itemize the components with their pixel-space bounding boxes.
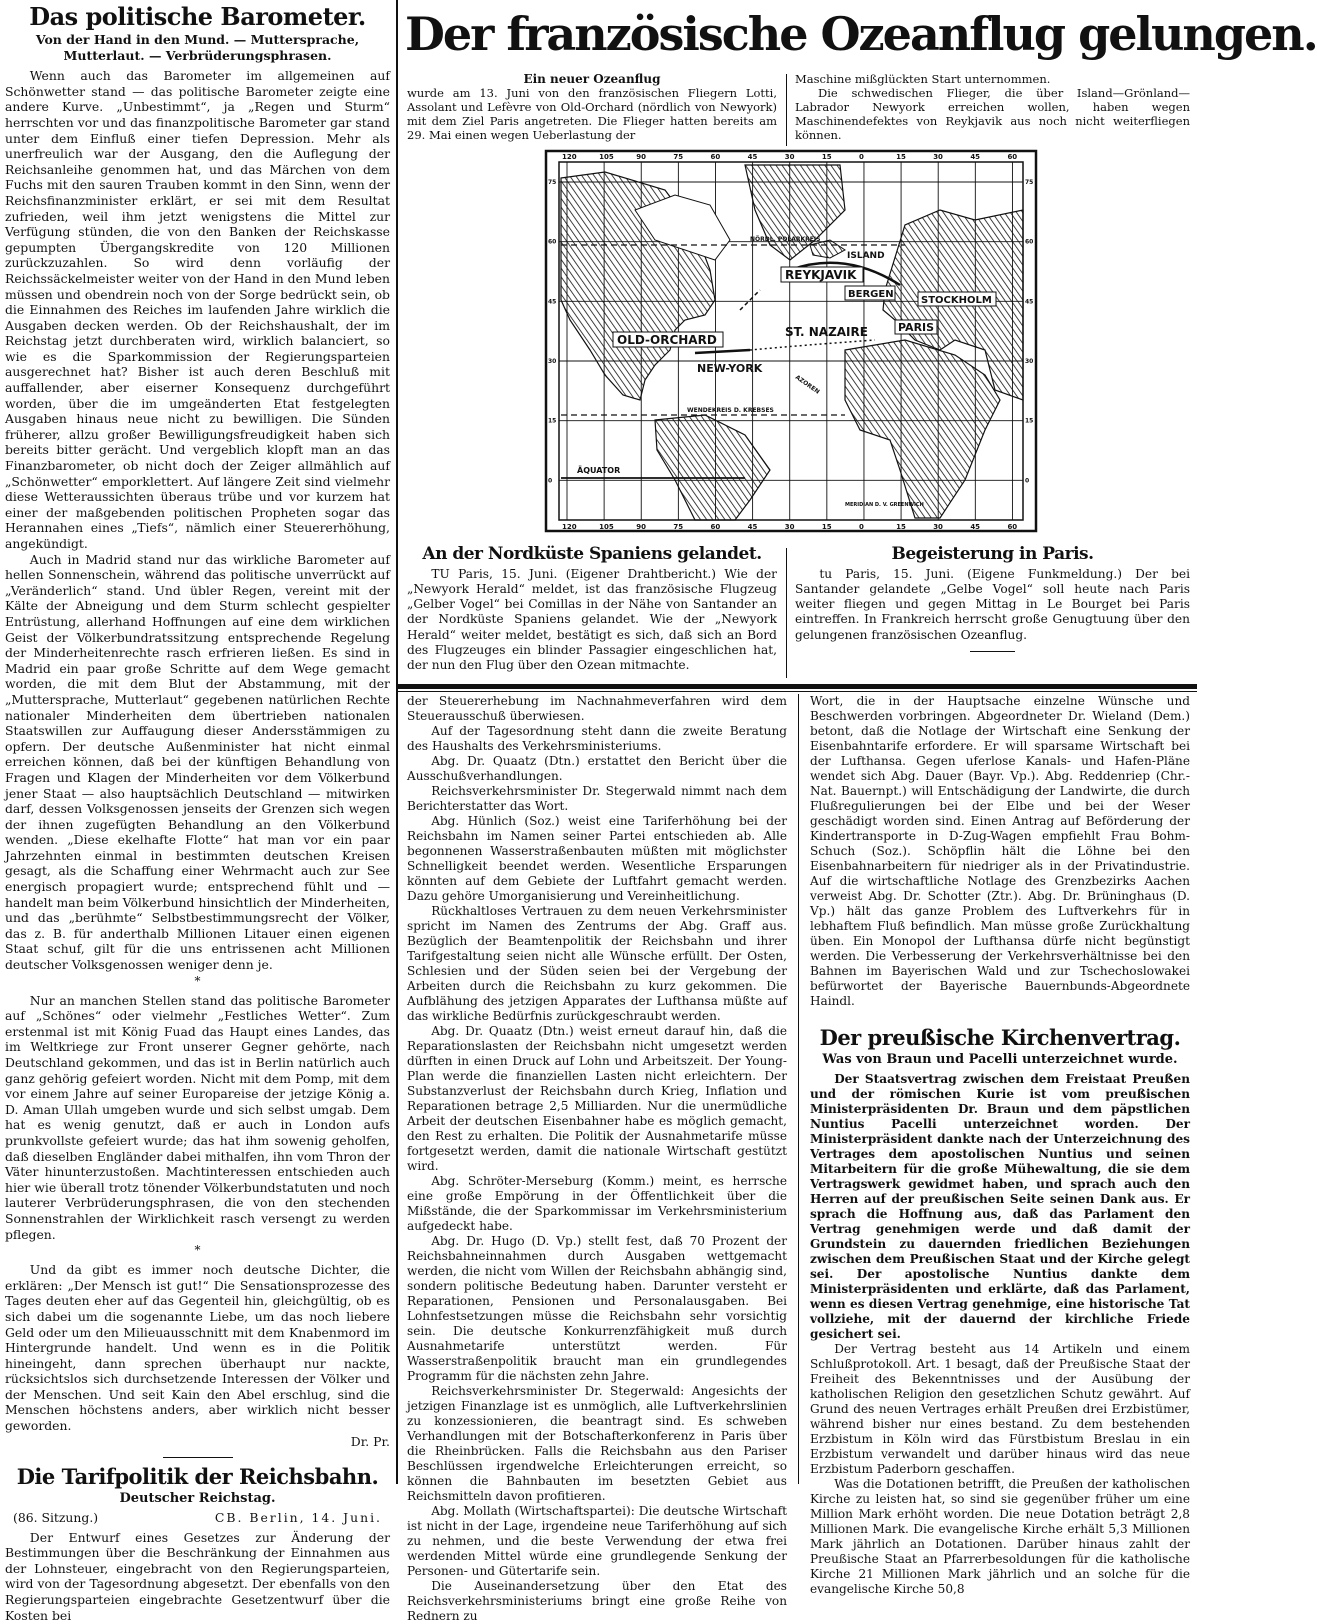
latitude-tick: 15 — [548, 417, 557, 425]
longitude-tick: 60 — [710, 523, 721, 531]
tarif-paragraph: Der Entwurf eines Gesetzes zur Änderung der Bestimmungen über die Beschränkung der Einnahmen aus der Lohnsteuer, eingebracht von den Regierungsparteien, wird von der Tagesordnung abgesetzt. Der ebenfalls von den Regierungsparteien eingebrachte Gesetzentwurf über die Kosten bei — [5, 1529, 390, 1623]
barometer-title: Das politische Barometer. — [29, 2, 366, 31]
longitude-tick: 30 — [933, 523, 943, 531]
label-st-nazaire: ST. NAZAIRE — [785, 325, 868, 339]
longitude-tick: 45 — [970, 523, 981, 531]
tarif-paragraph: Abg. Dr. Quaatz (Dtn.) erstattet den Bericht über die Ausschußverhandlungen. — [407, 754, 787, 783]
longitude-tick: 30 — [784, 523, 795, 531]
longitude-tick: 105 — [599, 153, 614, 161]
latitude-tick: 15 — [1025, 417, 1034, 425]
column-rule — [786, 74, 787, 146]
label-old-orchard: OLD-ORCHARD — [617, 333, 717, 347]
paris-title: Begeisterung in Paris. — [891, 544, 1094, 564]
barometer-paragraph: Nur an manchen Stellen stand das politische Barometer auf „Schönes“ oder vielmehr „Festliches Wetter“. Zum erstenmal ist mit König Fuad das Haupt eines Landes, das im Weltkriege zur Front unserer Gegner gehörte, nach Deutschland gekommen, und das ist in Berlin natürlich auch ganz gehörig gefeiert worden. Nicht mit dem Pomp, mit dem vor einem Jahre auf seiner Europareise der jetzige König a. D. Aman Ullah umgeben wurde und sich selbst umgab. Dem hat es wenig genutzt, daß er auch in London aufs prunkvollste gefeiert wurde; das hat ihm sowenig geholfen, daß dieselben Engländer dabei mithalfen, ihn vom Thron der Väter hinunterzustoßen. Machtinteressen entschieden auch hier wie überall trotz tönender Völkerbundstatuten und noch lauterer Verbrüderungsphrasen, die von den stechenden Sonnenstrahlen der Wirklichkeit rasch versengt zu werden pflegen. — [5, 992, 390, 1242]
spain-body: TU Paris, 15. Juni. (Eigener Drahtbericht.) Wie der „Newyork Herald“ meldet, ist das französische Flugzeug „Gelber Vogel“ bei Comillas in der Nähe von Santander an der Nordküste Spaniens gelandet. Wie der „Newyork Herald“ weiter meldet, bestätigt es sich, daß sich an Bord des Flugzeuges ein blinder Passagier eingeschlichen hat, der nun den Flug über den Ozean mitmachte. — [407, 566, 777, 673]
middle-column — [407, 694, 787, 1624]
session-number: (86. Sitzung.) — [13, 1509, 99, 1525]
ozeanflug-intro-right — [795, 72, 1190, 142]
longitude-tick: 0 — [858, 523, 864, 531]
dateline: CB. Berlin, 14. Juni. — [214, 1509, 382, 1525]
label-meridian: MERIDIAN D. V. GREENWICH — [845, 502, 924, 508]
longitude-tick: 15 — [896, 523, 906, 531]
longitude-tick: 15 — [896, 153, 906, 161]
tarif-paragraph: Abg. Dr. Quaatz (Dtn.) weist erneut darauf hin, daß die Reparationslasten der Reichsbahn nicht umgesetzt werden dürften in einen Druck auf Lohn und Arbeitszeit. Der Young-Plan werde die finanziellen Lasten nicht erleichtern. Der Substanzverlust der Reichsbahn durch Krieg, Inflation und Reparationen betrage 2,5 Milliarden. Nur die unermüdliche Arbeit der deutschen Eisenbahner habe es möglich gemacht, den Rest zu erhalten. Die Politik der Ausnahmetarife müsse fortgesetzt werden, damit die nationale Wirtschaft gestützt wird. — [407, 1024, 787, 1173]
tarif-paragraph: Wort, die in der Hauptsache einzelne Wünsche und Beschwerden vorbringen. Abgeordneter Dr. Wieland (Dem.) betont, daß die Notlage der Wirtschaft eine Senkung der Eisenbahntarife erfordere. Er will sparsame Wirtschaft bei der Lufthansa. Gegen uferlose Kanals- und Hafen-Pläne wendet sich Abg. Dauer (Bayr. Vp.). Abg. Reddenriep (Chr.-Nat. Bauernpt.) will Entschädigung der Landwirte, die durch Flußregulierungen bei der Elbe und bei der Weser geschädigt worden sind. Einen Antrag auf Beförderung der Kindertransporte in D-Zug-Wagen empfiehlt Frau Bohm-Schuch (Soz.). Schöpflin hält die Löhne bei den Eisenbahnarbeitern für niedriger als in der Privatindustrie. Auf die wirtschaftliche Notlage des Grenzbezirks Aachen verweist Abg. Dr. Schotter (Ztr.). Abg. Dr. Brüninghaus (D. Vp.) hält das ganze Problem des Luftverkehrs für in lebhaftem Fluß befindlich. Man müsse große Zurückhaltung üben. Ein Monopol der Lufthansa dürfe nicht begünstigt werden. Die Verbesserung der Verkehrsverhältnisse bei den Bahnen im Bayerischen Wald und zur Tschechoslowakei befürwortet der Bayerische Bauernbunds-Abgeordnete Haindl. — [810, 694, 1190, 1008]
kirche-subtitle: Was von Braun und Pacelli unterzeichnet wurde. — [822, 1052, 1178, 1068]
label-azoren: AZOREN — [793, 373, 821, 396]
latitude-tick: 0 — [1025, 477, 1030, 485]
latitude-tick: 45 — [548, 298, 557, 306]
barometer-paragraph: Und da gibt es immer noch deutsche Dichter, die erklären: „Der Mensch ist gut!“ Die Sensationsprozesse des Tages deuten eher auf das Gegenteil hin, gleichgültig, ob es sich dabei um die sogenannte Liebe, um das noch liebere Geld oder um den Milieuausschnitt mit dem Knabenmord im Hintergrunde handelt. Und wenn es in die Politik hineingeht, dann sprechen überhaupt nur nackte, rücksichtslos sich durchsetzende Interessen der Völker und der Menschen. Und seit Kain den Abel erschlug, sind die Menschen höchstens anders, aber wirklich nicht besser geworden. — [5, 1262, 390, 1434]
intro-paragraph: Maschine mißglückten Start unternommen. — [795, 72, 1051, 86]
longitude-tick: 90 — [636, 153, 646, 161]
latitude-tick: 75 — [1025, 179, 1034, 186]
longitude-tick: 30 — [933, 153, 943, 161]
barometer-paragraph: Wenn auch das Barometer im allgemeinen auf Schönwetter stand — das politische Barometer zeigte eine andere Kurve. „Unbestimmt“, ja „Regen und Sturm“ herrschten vor und das finanzpolitische Barometer gar stand unter dem Einfluß einer tiefen Depression. Mehr als unerfreulich war der Ausgang, den die Auflegung der Reichsanleihe genommen hat, und das Märchen von dem Fuchs mit den sauren Trauben kommt in den Sinn, wenn der Reichsfinanzminister erklärt, er sei mit dem Resultat zufrieden, weil ihm jetzt wenigstens die Mittel zur Verfügung stünden, die von den Banken der Reichskasse gepumpten Übergangskredite von 120 Millionen zurückzuzahlen. So wird denn vorläufig der Reichssäckelmeister weiter von der Hand in den Mund leben müssen und obendrein noch von der Sorge bedrückt sein, ob die Einnahmen des Reiches im laufenden Jahre wirklich die Ausgaben decken werden. Ob der Reichshaushalt, der im Reichstag jetzt durchberaten wird, wirklich balanciert, so wie es die Sparkommission der Regierungsparteien ausgerechnet hat? Bisher ist auch deren Beschluß mit auffallender, aber eiserner Konsequenz durchgeführt worden, über die im umgeänderten Etat festgelegten Ausgaben hinaus neue nicht zu bewilligen. Die Sünden früherer, allzu großer Bewilligungsfreudigkeit haben sich bereits bitter gerächt. Und vergeblich klopft man an das Finanzbarometer, ob nicht doch der Zeiger allmählich auf „Schönwetter“ emporklettert. Auf längere Zeit sind vielmehr diese Wetteraussichten überaus trübe und vor kurzem hat einer der maßgebenden politischen Propheten sogar das Herannahen eines „Tiefs“, nämlich einer Steuererhöhung, angekündigt. — [5, 68, 390, 551]
longitude-tick: 60 — [710, 153, 721, 161]
paris-article — [795, 546, 1190, 660]
label-island: ISLAND — [847, 251, 885, 261]
latitude-tick: 0 — [548, 477, 553, 485]
barometer-paragraph: Auch in Madrid stand nur das wirkliche Barometer auf hellen Sonnenschein, während das politische unverrückt auf „Veränderlich“ stand. Und übler Regen, vereint mit der Kälte der Abneigung und dem Sturm schlecht gespielter Entrüstung, allerhand Hoffnungen auf eine dem wirklichen Geist der Völkerbundratssitzung entsprechende Regelung der Minderheitenrechte rasch erfrieren ließen. Es sind in Madrid ein paar große Schritte auf dem Wege gemacht worden, die mit dem Blut der Abstammung, mit der „Muttersprache, Mutterlaut“ gegebenen natürlichen Rechte nationaler Minderheiten dem übertrieben nationalen Staatswillen zur Auffaugung dieser Andersstämmigen zu opfern. Der deutsche Außenminister hat nicht einmal erreichen können, daß bei der künftigen Behandlung von Fragen und Klagen der Minderheiten vor dem Völkerbund jener Staat — also hauptsächlich Deutschland — mitwirken darf, dessen Volksgenossen jenseits der Grenzen sich wegen der ihnen zugefügten Behandlung an den Völkerbund wenden. „Diese ekelhafte Flotte“ hat man vor ein paar Jahrzehnten einmal in bestimmten deutschen Kreisen gesagt, als die Schaffung einer Wehrmacht auch zur See energisch propagiert wurde; entsprechend fühlt und — handelt man beim Völkerbund hinsichtlich der Minderheiten, und das „berühmte“ Selbstbestimmungsrecht der Völker, das z. B. für anderthalb Millionen Litauer einen eigenen Staat schuf, gilt für die uns entrissenen acht Millionen deutscher Volksgenossen weniger denn je. — [5, 551, 390, 973]
kirche-paragraph: Der Staatsvertrag zwischen dem Freistaat Preußen und der römischen Kurie ist vom preußischen Ministerpräsidenten Dr. Braun und dem päpstlichen Nuntius Pacelli unterzeichnet worden. Der Ministerpräsident dankte nach der Unterzeichnung des Vertrages dem apostolischen Nuntius und seinen Mitarbeitern für die große Mühewaltung, die sie dem Vertragswerk gewidmet haben, und sprach auch den Herren auf der preußischen Seite seinen Dank aus. Er sprach die Hoffnung aus, daß das Parlament den Vertrag genehmigen werde und daß damit der Grundstein zu dauernden friedlichen Beziehungen zwischen dem Preußischen Staat und der Kirche gelegt sei. Der apostolische Nuntius dankte dem Ministerpräsidenten und erklärte, daß das Parlament, wenn es diesen Vertrag genehmige, eine historische Tat vollziehe, mit der dauernd der kirchliche Friede gesichert sei. — [810, 1072, 1190, 1342]
column-rule — [396, 0, 398, 1484]
longitude-tick: 15 — [821, 523, 832, 531]
spain-article — [407, 546, 777, 673]
tarif-paragraph: Abg. Dr. Hugo (D. Vp.) stellt fest, daß 70 Prozent der Reichsbahneinnahmen durch Ausgaben wettgemacht werden, die nicht vom Willen der Reichsbahn abhängig sind, sondern politische Bedeutung haben. Darunter versteht er Reparationen, Pensionen und Personalausgaben. Bei Lohnfestsetzungen müsse die Reichsbahn sehr vorsichtig sein. Die deutsche Konkurrenzfähigkeit muß durch Ausnahmetarife unterstützt werden. Für Wasserstraßenpolitik braucht man ein grundlegendes Programm für die nächsten zehn Jahre. — [407, 1234, 787, 1383]
left-column — [5, 4, 390, 1623]
section-separator: * — [194, 973, 201, 988]
longitude-tick: 0 — [858, 153, 864, 161]
longitude-tick: 105 — [599, 523, 614, 531]
latitude-tick: 60 — [548, 238, 557, 246]
tarif-paragraph: Reichsverkehrsminister Dr. Stegerwald nimmt nach dem Berichterstatter das Wort. — [407, 784, 787, 813]
longitude-tick: 45 — [747, 153, 758, 161]
label-paris: PARIS — [898, 321, 935, 334]
intro-paragraph: wurde am 13. Juni von den französischen Fliegern Lotti, Assolant und Lefèvre von Old-Orchard (nördlich von Newyork) mit dem Ziel Paris angetreten. Die Flieger hatten bereits am 29. Mai einen wegen Ueberlastung der — [407, 86, 777, 142]
latitude-tick: 30 — [1025, 358, 1034, 365]
latitude-tick: 45 — [1025, 298, 1034, 306]
longitude-tick: 75 — [673, 153, 684, 161]
tarif-subtitle: Deutscher Reichstag. — [119, 1490, 276, 1506]
tarif-paragraph: Die Auseinandersetzung über den Etat des Reichsverkehrsministeriums bringt eine große Reihe von Rednern zu — [407, 1579, 787, 1623]
atlantic-route-map — [545, 150, 1037, 532]
longitude-tick: 90 — [636, 523, 646, 531]
label-aequator: ÄQUATOR — [577, 466, 621, 475]
longitude-tick: 30 — [784, 153, 795, 161]
tarif-title: Die Tarifpolitik der Reichsbahn. — [16, 1463, 379, 1489]
tarif-paragraph: Rückhaltloses Vertrauen zu dem neuen Verkehrsminister spricht im Namen des Zentrums der Abg. Graff aus. Bezüglich der Beamtenpolitik der Reichsbahn und ihrer Tarifgestaltung seien nicht alle Wünsche erfüllt. Der Osten, Schlesien und der Süden seien bei der Vergebung der Arbeiten durch die Reichsbahn zu kurz gekommen. Die Aufblähung des jetzigen Apparates der Lufthansa müßte auf das wirkliche Bedürfnis zurückgeschraubt werden. — [407, 904, 787, 1023]
latitude-tick: 75 — [548, 179, 557, 186]
longitude-tick: 120 — [562, 523, 577, 531]
tarif-paragraph: Abg. Hünlich (Soz.) weist eine Tariferhöhung bei der Reichsbahn im Namen seiner Partei entschieden ab. Alle begonnenen Wasserstraßenbauten müßten mit möglichster Schnelligkeit beendet werden. Wesentliche Ersparungen könnten auf dem Gebiete der Luftfahrt gemacht werden. Dazu gehöre Umorganisierung und Vereinheitlichung. — [407, 814, 787, 903]
intro-heading: Ein neuer Ozeanflug — [523, 72, 661, 86]
author-signature: Dr. Pr. — [350, 1433, 390, 1449]
kirche-title: Der preußische Kirchenvertrag. — [819, 1025, 1181, 1050]
longitude-tick: 60 — [1007, 153, 1018, 161]
column-rule — [798, 694, 799, 1484]
tarif-paragraph: Abg. Mollath (Wirtschaftspartei): Die deutsche Wirtschaft ist nicht in der Lage, irgendeine neue Tariferhöhung auf sich zu nehmen, und die beste Verwendung der etwa frei werdenden Mittel würde eine grundlegende Senkung der Personen- und Gütertarife sein. — [407, 1504, 787, 1578]
latitude-tick: 60 — [1025, 238, 1034, 246]
tarif-paragraph: der Steuererhebung im Nachnahmeverfahren wird dem Steuerausschuß überwiesen. — [407, 694, 787, 723]
spain-title: An der Nordküste Spaniens gelandet. — [422, 544, 762, 564]
kirche-paragraph: Was die Dotationen betrifft, die Preußen der katholischen Kirche zu leisten hat, so sind sie gegenüber früher um eine Million Mark erhöht worden. Die neue Dotation beträgt 2,8 Millionen Mark. Die evangelische Kirche erhält 5,3 Millionen Mark jährlich an Dotationen. Darüber hinaus zahlt der Preußische Staat an Pfarrerbesoldungen für die katholische Kirche 21 Millionen Mark jährlich und an solche für die evangelische Kirche 50,8 — [810, 1477, 1190, 1597]
longitude-tick: 45 — [970, 153, 981, 161]
section-separator: * — [194, 1243, 201, 1258]
label-stockholm: STOCKHOLM — [921, 295, 992, 306]
longitude-tick: 15 — [821, 153, 832, 161]
right-column — [810, 694, 1190, 1597]
divider — [970, 651, 1015, 652]
latitude-tick: 30 — [548, 358, 557, 365]
intro-paragraph: Die schwedischen Flieger, die über Island—Grönland—Labrador Newyork erreichen wollen, haben wegen Maschinendefektes von Reykjavik aus noch nicht weiterfliegen können. — [795, 86, 1190, 142]
label-wendekreis: WENDEKREIS D. KREBSES — [687, 407, 774, 414]
thin-rule — [397, 691, 1197, 692]
heavy-rule — [397, 684, 1197, 689]
label-bergen: BERGEN — [848, 289, 894, 300]
paris-body: tu Paris, 15. Juni. (Eigene Funkmeldung.) Der bei Santander gelandete „Gelbe Vogel“ soll heute nach Paris weiter fliegen und gegen Mittag in Le Bourget bei Paris eintreffen. In Frankreich herrscht große Genugtuung über den gelungenen französischen Ozeanflug. — [795, 566, 1190, 642]
tarif-dateline-row — [5, 1510, 390, 1526]
barometer-subtitle: Von der Hand in den Mund. — Muttersprache, Mutterlaut. — Verbrüderungsphrasen. — [35, 32, 360, 64]
label-new-york: NEW-YORK — [697, 362, 763, 375]
longitude-tick: 120 — [562, 153, 577, 161]
column-rule — [786, 548, 787, 678]
ozeanflug-headline: Der französische Ozeanflug gelungen. — [405, 7, 1317, 61]
tarif-paragraph: Auf der Tagesordnung steht dann die zweite Beratung des Haushalts des Verkehrsministeriums. — [407, 724, 787, 753]
tarif-paragraph: Abg. Schröter-Merseburg (Komm.) meint, es herrsche eine große Empörung in der Öffentlichkeit über die Mißstände, die der Sparkommissar im Verkehrsministerium aufgedeckt habe. — [407, 1174, 787, 1233]
kirche-paragraph: Der Vertrag besteht aus 14 Artikeln und einem Schlußprotokoll. Art. 1 besagt, daß der Preußische Staat der Freiheit des Bekenntnisses und der Ausübung der katholischen Religion den gesetzlichen Schutz gewährt. Auf Grund des neuen Vertrages erhält Preußen drei Erzbistümer, während bisher nur eines bestand. Zu dem bestehenden Erzbistum in Köln wird das Fürstbistum Breslau in ein Erzbistum verwandelt und darüber hinaus wird das neue Erzbistum Paderborn geschaffen. — [810, 1342, 1190, 1477]
label-reykjavik: REYKJAVIK — [785, 268, 857, 282]
longitude-tick: 60 — [1007, 523, 1018, 531]
longitude-tick: 45 — [747, 523, 758, 531]
ozeanflug-intro-left — [407, 72, 777, 142]
label-polarkreis: NÖRDL. POLARKREIS — [750, 236, 821, 243]
tarif-paragraph: Reichsverkehrsminister Dr. Stegerwald: Angesichts der jetzigen Finanzlage ist es unmöglich, alle Luftverkehrslinien zu konzessionieren, die beantragt sind. Es schweben Verhandlungen mit der Botschafterkonferenz in Paris über die Rheinbrücken. Falls die Reichsbahn aus den Pariser Beschlüssen irgendwelche Erleichterungen erreicht, so können die Bahnbauten im besetzten Gebiet aus Reichsmitteln davon profitieren. — [407, 1384, 787, 1503]
longitude-tick: 75 — [673, 523, 684, 531]
divider — [163, 1457, 233, 1458]
